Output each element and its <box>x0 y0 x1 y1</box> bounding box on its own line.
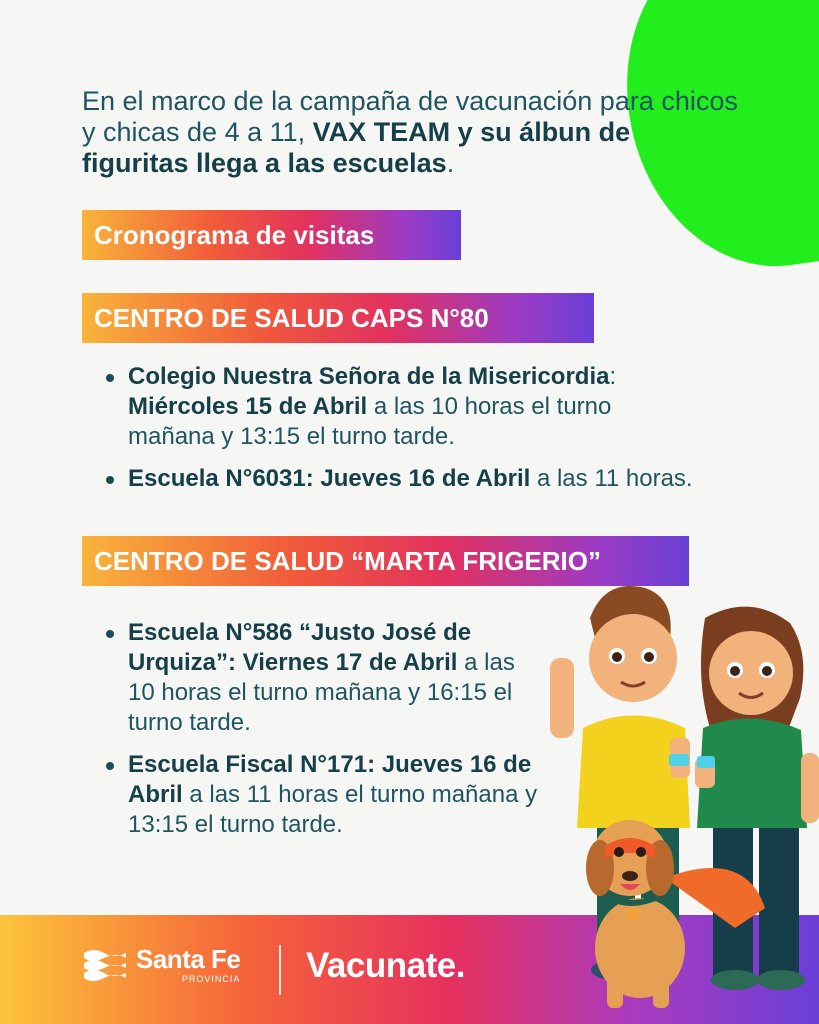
visit-date: Miércoles 15 de Abril <box>128 393 368 420</box>
list-item <box>104 362 704 452</box>
brand-name: Santa Fe <box>136 944 241 974</box>
visit-list-marta-frigerio <box>104 618 544 852</box>
center-name: CENTRO DE SALUD “MARTA FRIGERIO” <box>94 545 601 576</box>
visit-detail: a las 10 horas el turno mañana y 13:15 el turno tarde. <box>128 393 612 450</box>
santa-fe-flag-icon <box>82 945 128 985</box>
school-name: Escuela Fiscal N°171: <box>128 751 376 778</box>
schedule-title-banner <box>82 210 461 260</box>
vax-team-characters-illustration <box>545 578 819 1024</box>
visit-date: Jueves 16 de Abril <box>320 465 531 492</box>
school-name: Escuela N°6031: <box>128 465 314 492</box>
visit-detail: a las 10 horas el turno mañana y 16:15 el turno tarde. <box>128 649 515 736</box>
visit-date: Viernes 17 de Abril <box>242 649 458 676</box>
list-item <box>104 618 544 738</box>
santa-fe-logo <box>82 945 240 985</box>
girl-character <box>695 607 819 990</box>
schedule-title: Cronograma de visitas <box>94 219 375 250</box>
visit-detail: a las 11 horas el turno mañana y 13:15 el turno tarde. <box>128 781 538 838</box>
campaign-name: Vacunate. <box>306 946 465 985</box>
school-name: Colegio Nuestra Señora de la Misericordia <box>128 363 610 390</box>
visit-date: Jueves 16 de Abril <box>128 751 532 808</box>
footer-divider <box>279 945 281 995</box>
visit-list-caps80 <box>104 362 704 506</box>
intro-plain: En el marco de la campaña de vacunación para chicos y chicas de 4 a 11, <box>82 86 738 147</box>
center-banner-caps80 <box>82 293 594 343</box>
center-name: CENTRO DE SALUD CAPS N°80 <box>94 302 489 333</box>
school-name: Escuela N°586 “Justo José de Urquiza”: <box>128 619 472 676</box>
list-item <box>104 750 544 840</box>
brand-sub: PROVINCIA <box>181 974 241 984</box>
intro-bold: VAX TEAM y su álbun de figuritas llega a las escuelas <box>82 117 631 178</box>
intro-text <box>82 86 742 179</box>
separator: : <box>609 363 617 390</box>
intro-end: . <box>446 148 455 178</box>
list-item <box>104 464 704 494</box>
visit-detail: a las 11 horas. <box>530 465 693 492</box>
